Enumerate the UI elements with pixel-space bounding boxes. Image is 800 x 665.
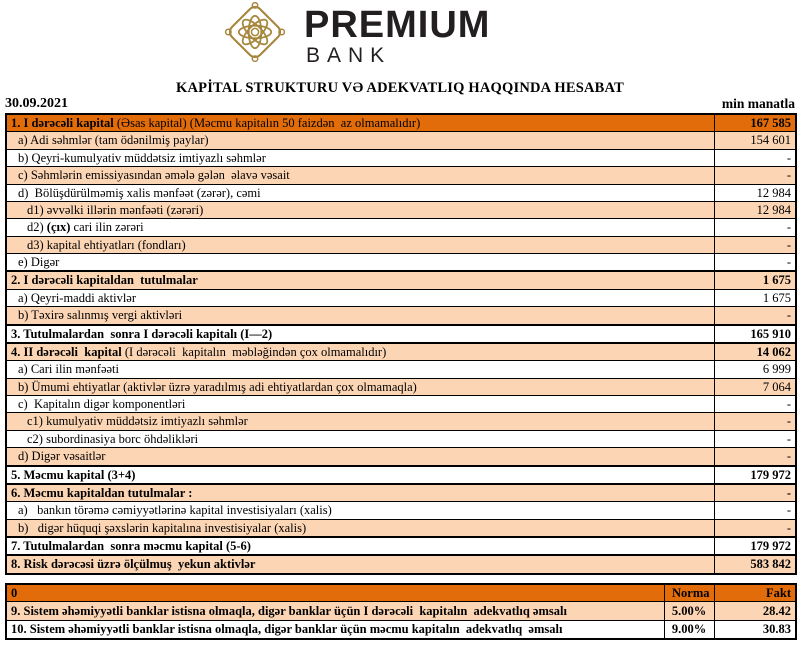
row-value: 1 675 — [714, 289, 796, 306]
adequacy-ratio-table — [5, 583, 797, 640]
row-value: 167 585 — [714, 114, 796, 132]
row-label — [6, 448, 714, 466]
row-value: - — [714, 448, 796, 466]
label-segment: a) Qeyri-maddi aktivlər — [18, 290, 137, 305]
interlaced-knot-icon — [213, 2, 297, 62]
row-value: - — [714, 484, 796, 502]
capital-structure-rows — [6, 114, 796, 574]
brand-name: PREMIUM — [304, 4, 491, 46]
capital-row — [6, 502, 796, 519]
row-value: 12 984 — [714, 184, 796, 201]
ratio-label: 10. Sistem əhəmiyyətli banklar istisna olmaqla, digər banklar üçün məcmu kapitalın adekvatlıq əmsalı — [6, 620, 664, 639]
row-value: - — [714, 430, 796, 447]
capital-row — [6, 149, 796, 166]
row-value: - — [714, 502, 796, 519]
row-value: 7 064 — [714, 378, 796, 395]
row-label — [6, 325, 714, 343]
row-label — [6, 537, 714, 555]
label-segment: c1) kumulyativ müddətsiz imtiyazlı səhmlər — [27, 414, 248, 429]
ratio-row — [6, 620, 796, 639]
capital-row — [6, 325, 796, 343]
row-label — [6, 413, 714, 430]
label-segment: 4. II dərəcəli kapital — [11, 344, 122, 359]
row-label — [6, 114, 714, 132]
label-segment: c2) subordinasiya borc öhdəlikləri — [27, 431, 199, 446]
row-value: 165 910 — [714, 325, 796, 343]
row-label — [6, 132, 714, 149]
row-label — [6, 378, 714, 395]
report-title: KAPİTAL STRUKTURU VƏ ADEKVATLIQ HAQQINDA HESABAT — [175, 80, 625, 96]
capital-row — [6, 254, 796, 272]
capital-row — [6, 413, 796, 430]
label-segment: e) Digər — [18, 255, 60, 269]
capital-row — [6, 343, 796, 361]
label-segment: a) Cari ilin mənfəəti — [18, 362, 120, 377]
row-label — [6, 271, 714, 289]
capital-row — [6, 201, 796, 218]
report-date: 30.09.2021 — [5, 96, 68, 111]
capital-row — [6, 378, 796, 395]
row-label — [6, 219, 714, 236]
label-segment: (I dərəcəli kapitalın məbləğindən çox olmamalıdır) — [121, 344, 387, 359]
row-value: - — [714, 167, 796, 184]
capital-row — [6, 219, 796, 236]
row-label — [6, 289, 714, 306]
row-label — [6, 343, 714, 361]
row-label — [6, 149, 714, 166]
ratio-header-norma: Norma — [664, 584, 714, 602]
label-segment: b) Təxirə salınmış vergi aktivləri — [18, 308, 183, 323]
label-segment: cari ilin zərəri — [70, 220, 144, 235]
row-label — [6, 307, 714, 325]
label-segment: c) Kapitalın digər komponentləri — [18, 397, 186, 411]
row-value: 583 842 — [714, 555, 796, 573]
row-value: - — [714, 236, 796, 253]
label-segment: d) Bölüşdürülməmiş xalis mənfəət (zərər), cəmi — [18, 185, 261, 200]
capital-row — [6, 466, 796, 484]
row-value: - — [714, 519, 796, 537]
row-label — [6, 201, 714, 218]
label-segment: (Əsas kapital) (Məcmu kapitalın 50 faizdən az olmamalıdır) — [113, 116, 421, 130]
label-segment: 5. Məcmu kapital (3+4) — [11, 467, 136, 482]
capital-structure-table — [5, 113, 797, 575]
label-segment: 6. Məcmu kapitaldan tutulmalar : — [11, 485, 193, 500]
ratio-fakt-value: 30.83 — [714, 620, 796, 639]
capital-row — [6, 519, 796, 537]
ratio-header-row — [6, 584, 796, 602]
label-segment: 2. I dərəcəli kapitaldan tutulmalar — [11, 273, 198, 288]
row-value: 179 972 — [714, 537, 796, 555]
row-value: - — [714, 307, 796, 325]
row-value: - — [714, 254, 796, 272]
brand-subtitle: BANK — [306, 44, 392, 67]
label-segment: d) Digər vəsaitlər — [18, 449, 106, 464]
ratio-label: 9. Sistem əhəmiyyətli banklar istisna olmaqla, digər banklar üçün I dərəcəli kapitalın adekvatlıq əmsalı — [6, 602, 664, 621]
ratio-fakt-value: 28.42 — [714, 602, 796, 621]
capital-row — [6, 484, 796, 502]
capital-row — [6, 307, 796, 325]
label-segment: c) Səhmlərin emissiyasından əmələ gələn əlavə vəsait — [18, 168, 290, 183]
row-value: 12 984 — [714, 201, 796, 218]
label-segment: a) Adi səhmlər (tam ödənilmiş paylar) — [18, 133, 209, 148]
row-value: - — [714, 413, 796, 430]
ratio-header-fakt: Fakt — [714, 584, 796, 602]
label-segment: b) Ümumi ehtiyatlar (aktivlər üzrə yaradılmış adi ehtiyatlardan çox olmamaqla) — [18, 379, 417, 394]
adequacy-ratio-rows — [6, 602, 796, 639]
row-label — [6, 430, 714, 447]
unit-label: min manatla — [721, 96, 795, 111]
row-label — [6, 466, 714, 484]
row-value: 6 999 — [714, 361, 796, 378]
capital-row — [6, 289, 796, 306]
meta-row — [5, 96, 795, 112]
row-label — [6, 502, 714, 519]
row-value: - — [714, 149, 796, 166]
row-label — [6, 484, 714, 502]
row-value: 179 972 — [714, 466, 796, 484]
row-label — [6, 519, 714, 537]
capital-row — [6, 361, 796, 378]
row-label — [6, 555, 714, 573]
row-label — [6, 184, 714, 201]
row-label — [6, 236, 714, 253]
ratio-norma-value: 5.00% — [664, 602, 714, 621]
label-segment: d2) — [27, 220, 47, 235]
row-value: 14 062 — [714, 343, 796, 361]
row-label — [6, 254, 714, 272]
row-label — [6, 396, 714, 413]
row-label — [6, 167, 714, 184]
row-label — [6, 361, 714, 378]
label-segment: b) digər hüquqi şəxslərin kapitalına investisiyalar (xalis) — [18, 520, 307, 535]
ratio-row — [6, 602, 796, 621]
capital-row — [6, 184, 796, 201]
label-segment: b) Qeyri-kumulyativ müddətsiz imtiyazlı səhmlər — [18, 150, 266, 165]
capital-row — [6, 448, 796, 466]
label-segment: d1) əvvəlki illərin mənfəəti (zərəri) — [27, 202, 204, 217]
label-segment: (çıx) — [46, 220, 71, 235]
row-value: 154 601 — [714, 132, 796, 149]
ratio-norma-value: 9.00% — [664, 620, 714, 639]
bank-logo — [213, 2, 491, 67]
label-segment: 3. Tutulmalardan sonra I dərəcəli kapitalı (I—2) — [11, 326, 273, 341]
capital-row — [6, 537, 796, 555]
capital-row — [6, 236, 796, 253]
capital-row — [6, 167, 796, 184]
row-value: 1 675 — [714, 271, 796, 289]
brand-text — [304, 2, 490, 66]
capital-row — [6, 132, 796, 149]
capital-row — [6, 430, 796, 447]
capital-row — [6, 114, 796, 132]
label-segment: 7. Tutulmalardan sonra məcmu kapital (5-6) — [11, 539, 251, 553]
capital-row — [6, 396, 796, 413]
label-segment: a) bankın törəmə cəmiyyətlərinə kapital investisiyaları (xalis) — [18, 503, 332, 518]
capital-row — [6, 555, 796, 573]
label-segment: 8. Risk dərəcəsi üzrə ölçülmuş yekun aktivlər — [11, 557, 256, 572]
label-segment: 1. I dərəcəli kapital — [11, 116, 114, 130]
label-segment: d3) kapital ehtiyatları (fondları) — [27, 237, 186, 252]
capital-row — [6, 271, 796, 289]
row-value: - — [714, 219, 796, 236]
row-value: - — [714, 396, 796, 413]
ratio-header-zero: 0 — [6, 584, 664, 602]
